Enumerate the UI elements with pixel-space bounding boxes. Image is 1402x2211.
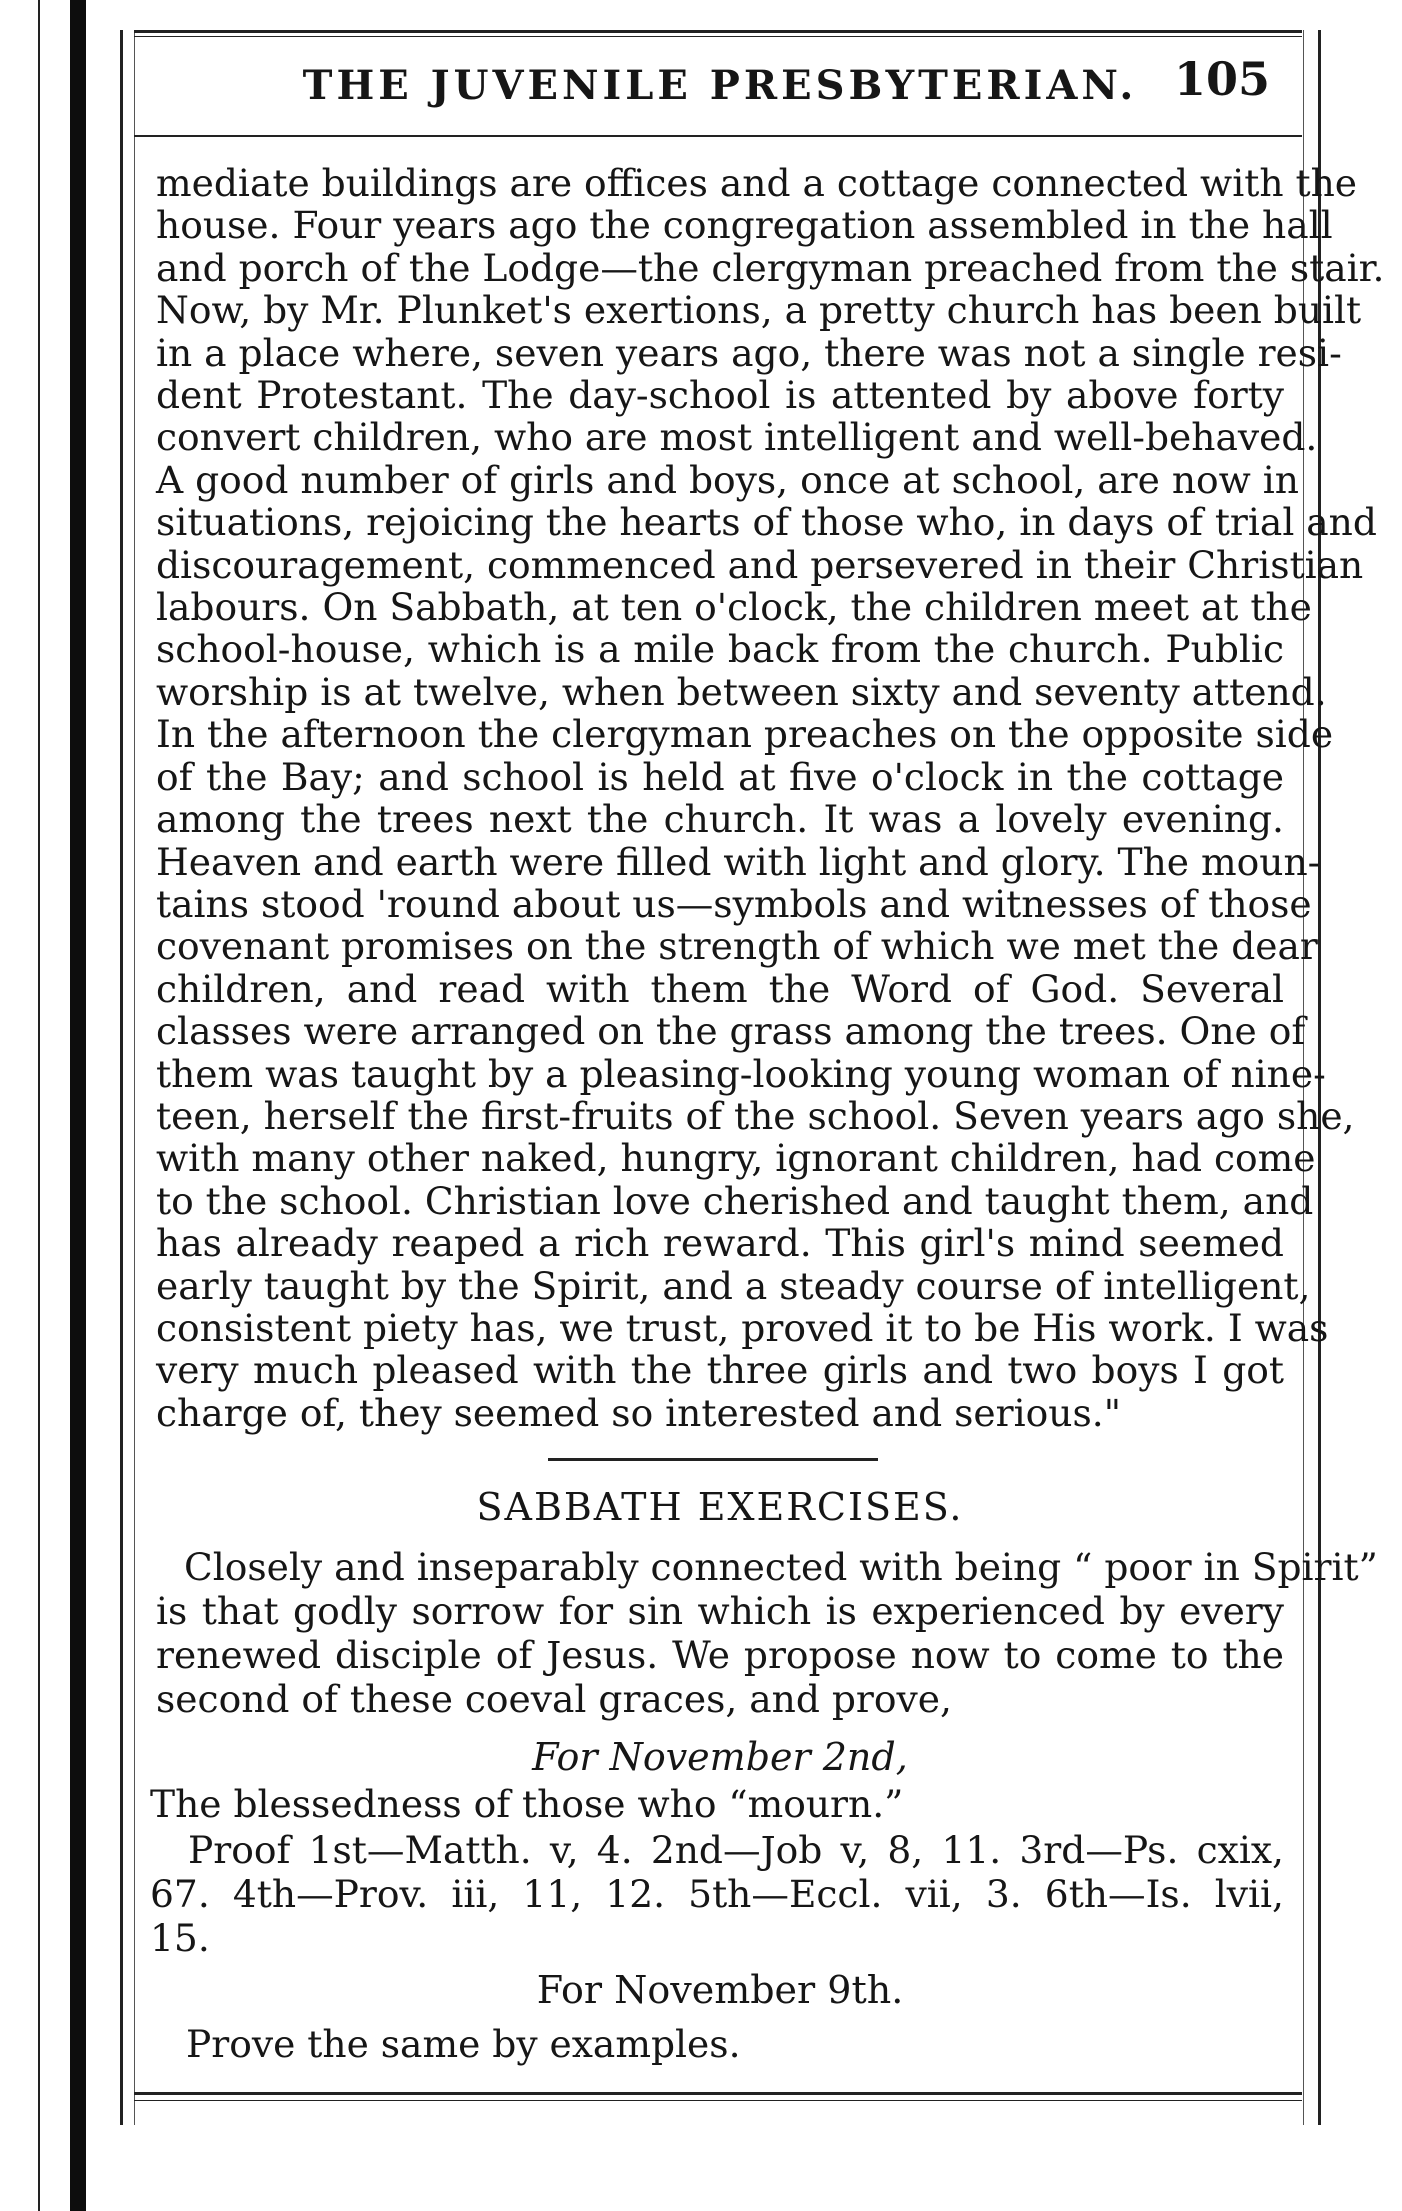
section-heading: SABBATH EXERCISES. (476, 1485, 964, 1529)
date-heading-november-2: For November 2nd, (532, 1735, 908, 1779)
article-line: them was taught by a pleasing-looking young woman of nine- (156, 1051, 1326, 1096)
article-line: worship is at twelve, when between sixty and seventy attend. (156, 669, 1327, 714)
header-rule (134, 135, 1302, 137)
proof-references (150, 1828, 1284, 1960)
article-line: charge of, they seemed so interested and serious." (156, 1390, 1121, 1435)
page-header (150, 52, 1290, 122)
article-line: school-house, which is a mile back from the church. Public (156, 627, 1284, 672)
article-body (156, 161, 1385, 1435)
article-line: labours. On Sabbath, at ten o'clock, the children meet at the (156, 585, 1312, 630)
page-number: 105 (1173, 52, 1270, 106)
section-divider (548, 1458, 878, 1461)
article-line: has already reaped a rich reward. This girl's mind seemed (156, 1221, 1284, 1266)
proof-line: 67. 4th—Prov. iii, 11, 12. 5th—Eccl. vii, 3. 6th—Is. lvii, (150, 1872, 1284, 1916)
top-rule-thin (134, 36, 1302, 37)
article-line: In the afternoon the clergyman preaches on the opposite side (156, 712, 1334, 757)
article-line: consistent piety has, we trust, proved it to be His work. I was (156, 1305, 1329, 1350)
running-title: THE JUVENILE PRESBYTERIAN. (302, 62, 1138, 109)
article-line: Heaven and earth were filled with light and glory. The moun- (156, 839, 1321, 884)
top-rule (134, 30, 1302, 33)
gutter-thin-rule (38, 0, 40, 2211)
topic-line-1: The blessedness of those who “mourn.” (150, 1782, 904, 1826)
section-line: Closely and inseparably connected with being “ poor in Spirit” (184, 1545, 1378, 1589)
article-line: early taught by the Spirit, and a steady course of intelligent, (156, 1263, 1311, 1308)
article-line: classes were arranged on the grass among the trees. One of (156, 1009, 1306, 1054)
section-line: second of these coeval graces, and prove, (156, 1677, 952, 1721)
article-line: among the trees next the church. It was a lovely evening. (156, 797, 1284, 842)
article-line: very much pleased with the three girls and two boys I got (156, 1348, 1284, 1393)
bottom-rule (134, 2092, 1302, 2095)
article-line: and porch of the Lodge—the clergyman preached from the stair. (156, 245, 1385, 290)
section-line: renewed disciple of Jesus. We propose now to come to the (156, 1633, 1284, 1677)
date-heading-november-9: For November 9th. (536, 1968, 904, 2012)
article-line: discouragement, commenced and persevered in their Christian (156, 542, 1364, 587)
article-line: in a place where, seven years ago, there was not a single resi- (156, 330, 1342, 375)
article-line: A good number of girls and boys, once at school, are now in (156, 457, 1299, 502)
topic-line-2: Prove the same by examples. (186, 2022, 741, 2066)
article-line: teen, herself the first-fruits of the school. Seven years ago she, (156, 1093, 1355, 1138)
proof-line: 15. (150, 1916, 210, 1960)
proof-line: Proof 1st—Matth. v, 4. 2nd—Job v, 8, 11. 3rd—Ps. cxix, (188, 1828, 1284, 1872)
section-line: is that godly sorrow for sin which is experienced by every (156, 1589, 1284, 1633)
article-line: of the Bay; and school is held at five o'clock in the cottage (156, 754, 1284, 799)
article-line: convert children, who are most intelligent and well-behaved. (156, 415, 1318, 460)
article-line: to the school. Christian love cherished and taught them, and (156, 1178, 1314, 1223)
article-line: children, and read with them the Word of God. Several (156, 966, 1284, 1011)
article-line: Now, by Mr. Plunket's exertions, a pretty church has been built (156, 288, 1362, 333)
article-line: mediate buildings are offices and a cottage connected with the (156, 161, 1358, 205)
article-line: situations, rejoicing the hearts of those who, in days of trial and (156, 500, 1377, 545)
bottom-rule-thin (134, 2100, 1302, 2101)
article-line: dent Protestant. The day-school is attented by above forty (156, 373, 1284, 418)
section-intro (156, 1545, 1378, 1721)
article-line: with many other naked, hungry, ignorant children, had come (156, 1136, 1316, 1181)
article-line: covenant promises on the strength of which we met the dear (156, 924, 1318, 969)
gutter-binding-rule (70, 0, 86, 2211)
article-line: house. Four years ago the congregation assembled in the hall (156, 203, 1333, 248)
article-line: tains stood 'round about us—symbols and witnesses of those (156, 881, 1312, 926)
